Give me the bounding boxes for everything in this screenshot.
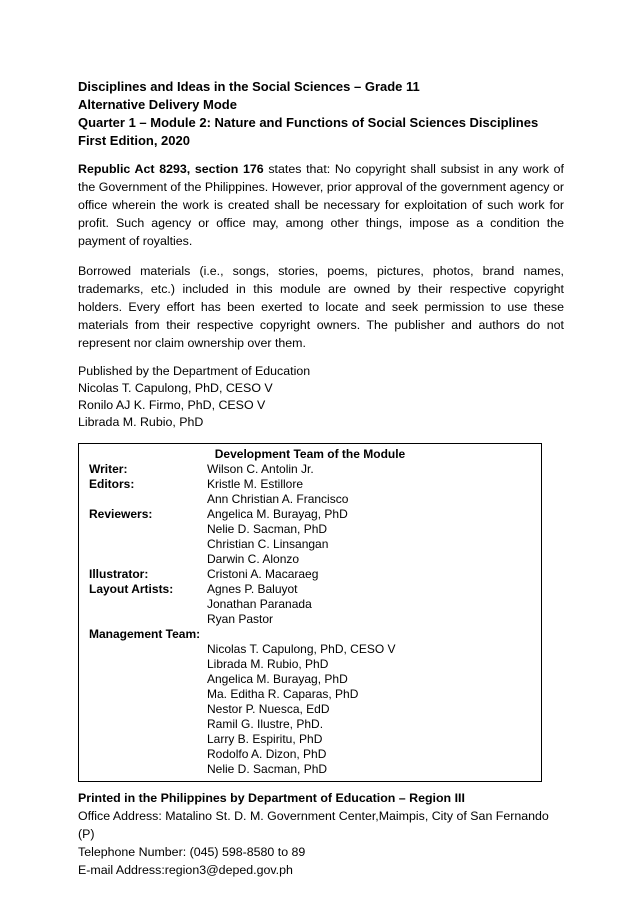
- team-role: [79, 612, 207, 627]
- law-reference: Republic Act 8293, section 176: [78, 162, 264, 176]
- team-row: [79, 507, 541, 522]
- team-row: [79, 642, 541, 657]
- team-row: [79, 732, 541, 747]
- office-address: Office Address: Matalino St. D. M. Government Center,Maimpis, City of San Fernando (P): [78, 809, 549, 841]
- team-role: [79, 642, 207, 657]
- team-role: Writer:: [89, 462, 128, 476]
- team-row: [79, 582, 541, 597]
- edition: First Edition, 2020: [78, 133, 190, 148]
- team-row: [79, 612, 541, 627]
- team-row: [79, 747, 541, 762]
- team-row: [79, 672, 541, 687]
- team-role: [79, 672, 207, 687]
- borrowed-materials-notice: Borrowed materials (i.e., songs, stories, poems, pictures, photos, brand names, trademarks, etc.) included in this module are owned by their respective copyright holders. Every effort has been exerted to locate and seek permission to use these materials from their respective copyright owners. The publisher and authors do not represent nor claim ownership over them.: [78, 264, 564, 350]
- team-member-name: Agnes P. Baluyot: [207, 582, 298, 596]
- team-member-name: Ma. Editha R. Caparas, PhD: [207, 687, 359, 701]
- module-title-block: [78, 78, 564, 150]
- team-role: [79, 537, 207, 552]
- law-text: states that: No copyright shall subsist in any work of the Government of the Philippines. However, prior approval of the government agency or office wherein the work is created shall be necessary for exploitation of such work for profit. Such agency or office may, among other things, impose as a condition the payment of royalties.: [78, 162, 565, 248]
- team-member-name: Ramil G. Ilustre, PhD.: [207, 717, 324, 731]
- team-member-name: Angelica M. Burayag, PhD: [207, 507, 348, 521]
- development-team-box: [78, 443, 542, 782]
- team-row: [79, 537, 541, 552]
- team-member-name: Christian C. Linsangan: [207, 537, 329, 551]
- team-member-name: Wilson C. Antolin Jr.: [207, 462, 314, 476]
- team-title: Development Team of the Module: [214, 447, 406, 461]
- team-role: [79, 732, 207, 747]
- team-role: Illustrator:: [89, 567, 149, 581]
- team-member-name: Jonathan Paranada: [207, 597, 312, 611]
- team-role: [79, 717, 207, 732]
- team-member-name: Nicolas T. Capulong, PhD, CESO V: [207, 642, 396, 656]
- team-row: [79, 717, 541, 732]
- team-member-name: Angelica M. Burayag, PhD: [207, 672, 348, 686]
- publisher-line: Ronilo AJ K. Firmo, PhD, CESO V: [78, 398, 266, 412]
- email-address: E-mail Address:region3@deped.gov.ph: [78, 863, 293, 877]
- team-row: [79, 657, 541, 672]
- team-row: [79, 552, 541, 567]
- team-member-name: Larry B. Espiritu, PhD: [207, 732, 323, 746]
- team-member-name: Ann Christian A. Francisco: [207, 492, 349, 506]
- team-role: Management Team:: [89, 627, 201, 641]
- publisher-line: Published by the Department of Education: [78, 364, 311, 378]
- team-role: [79, 657, 207, 672]
- team-role: Reviewers:: [89, 507, 153, 521]
- telephone-number: Telephone Number: (045) 598-8580 to 89: [78, 845, 306, 859]
- team-member-name: Nestor P. Nuesca, EdD: [207, 702, 330, 716]
- delivery-mode: Alternative Delivery Mode: [78, 97, 237, 112]
- team-member-name: Ryan Pastor: [207, 612, 274, 626]
- printed-by: Printed in the Philippines by Department of Education – Region III: [78, 791, 465, 805]
- team-role: [79, 762, 207, 777]
- team-member-name: Darwin C. Alonzo: [207, 552, 300, 566]
- team-member-name: Nelie D. Sacman, PhD: [207, 762, 328, 776]
- team-row: [79, 522, 541, 537]
- team-member-name: Nelie D. Sacman, PhD: [207, 522, 328, 536]
- subject-title: Disciplines and Ideas in the Social Sciences – Grade 11: [78, 79, 420, 94]
- team-role: [79, 702, 207, 717]
- team-rows: [79, 462, 541, 777]
- team-role: Layout Artists:: [89, 582, 174, 596]
- team-member-name: Rodolfo A. Dizon, PhD: [207, 747, 327, 761]
- team-member-name: [207, 627, 541, 642]
- publisher-line: Librada M. Rubio, PhD: [78, 415, 204, 429]
- copyright-page: [78, 78, 564, 879]
- publisher-list: [78, 363, 564, 431]
- publisher-line: Nicolas T. Capulong, PhD, CESO V: [78, 381, 273, 395]
- footer: [78, 789, 564, 879]
- team-member-name: Kristle M. Estillore: [207, 477, 304, 491]
- team-row: [79, 762, 541, 777]
- team-member-name: Librada M. Rubio, PhD: [207, 657, 329, 671]
- team-row: [79, 597, 541, 612]
- team-role: [79, 747, 207, 762]
- copyright-notice: [78, 160, 564, 250]
- team-role: [79, 552, 207, 567]
- team-role: [79, 492, 207, 507]
- team-row: [79, 687, 541, 702]
- team-row: [79, 462, 541, 477]
- team-row: [79, 567, 541, 582]
- team-member-name: Cristoni A. Macaraeg: [207, 567, 319, 581]
- team-row: [79, 477, 541, 492]
- team-role: Editors:: [89, 477, 135, 491]
- team-row: [79, 492, 541, 507]
- team-role: [79, 687, 207, 702]
- team-row: [79, 702, 541, 717]
- team-row: [79, 627, 541, 642]
- team-role: [79, 597, 207, 612]
- module-title: Quarter 1 – Module 2: Nature and Functions of Social Sciences Disciplines: [78, 115, 539, 130]
- team-role: [79, 522, 207, 537]
